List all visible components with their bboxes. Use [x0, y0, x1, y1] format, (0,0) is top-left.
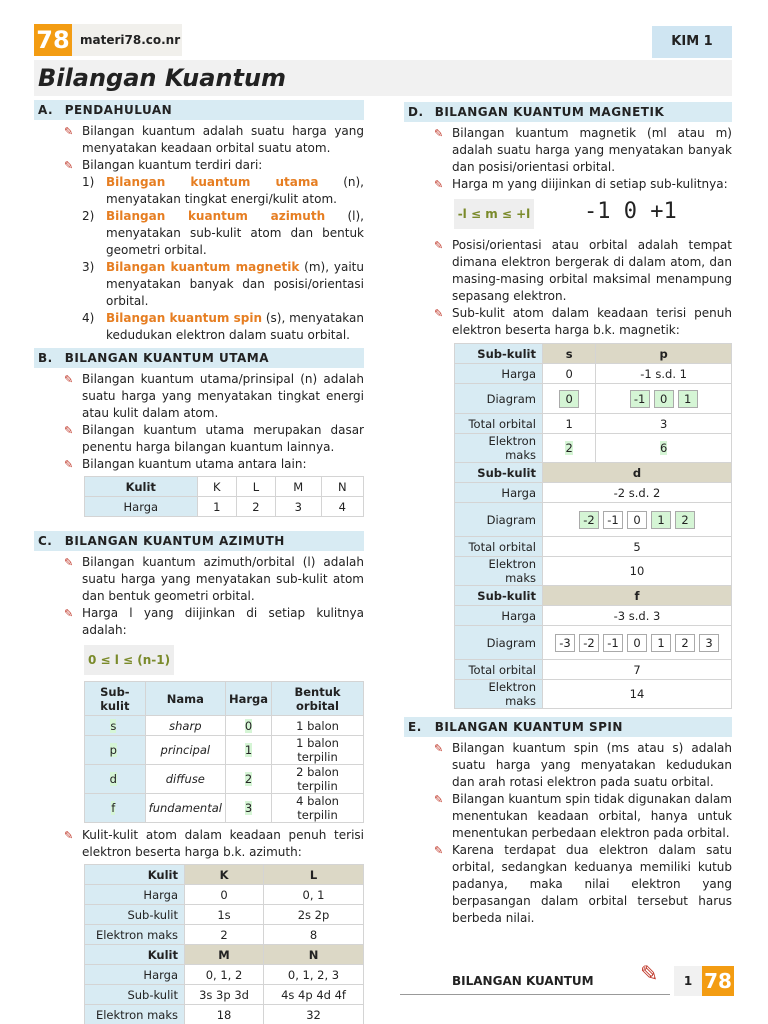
e-p3: ✎ Karena terdapat dua elektron dalam satu orbital, sedangkan keduanya memiliki kutub padanya, maka nilai elektron yang berpasangan dalam orbital tersebut harus berbeda nilai. [434, 842, 732, 927]
c-p3: ✎ Kulit-kulit atom dalam keadaan penuh terisi elektron beserta harga b.k. azimuth: [64, 827, 364, 861]
d-p1: ✎ Bilangan kuantum magnetik (ml atau m) adalah suatu harga yang menyatakan banyak dan posisi/orientasi orbital. [434, 125, 732, 176]
a-item-4: 4) Bilangan kuantum spin (s), menyatakan kedudukan elektron dalam suatu orbital. [82, 311, 365, 342]
subject-code: KIM 1 [652, 26, 732, 58]
left-column [34, 100, 364, 1024]
a-item-3: 3) Bilangan kuantum magnetik (m), yaitu menyatakan banyak dan posisi/orientasi orbital. [82, 260, 364, 308]
magnetic-table: Sub-kulit s p Harga 0 -1 s.d. 1 Diagram 0 -1 0 1 Total orbital 1 3 Elektron maks 2 6 Sub-kulit d Harga -2 s.d. 2 Diagram -2 -1 0 1 2 Total orbital 5 Elektron maks 10 Sub-kulit f Harga -3 s.d. 3 Diagram -3 -2 -1 0 1 2 3 Total orbital 7 Elektron maks 14 [454, 343, 732, 709]
azimuth-formula: 0 ≤ l ≤ (n-1) [84, 645, 174, 675]
page-title: Bilangan Kuantum [38, 64, 287, 92]
subkulit-table: Sub-kulit Nama Harga Bentuk orbital s sharp 0 1 balon p principal 1 1 balon terpilin d diffuse 2 2 balon terpilin f fundamental 3 4 balon terpilin [84, 681, 364, 823]
c-p1: ✎ Bilangan kuantum azimuth/orbital (l) adalah suatu harga yang menyatakan sub-kulit atom dan bentuk geometri orbital. [64, 554, 364, 605]
section-b-header: B. BILANGAN KUANTUM UTAMA [34, 348, 364, 368]
pencil-icon: ✎ [640, 962, 659, 987]
section-c-header: C. BILANGAN KUANTUM AZIMUTH [34, 531, 364, 551]
handwritten-values: -1 0 +1 [584, 199, 677, 224]
d-p4: ✎ Sub-kulit atom dalam keadaan terisi penuh elektron beserta harga b.k. magnetik: [434, 305, 732, 339]
d-p2: ✎ Harga m yang diijinkan di setiap sub-kulitnya: [434, 176, 732, 193]
c-p2: ✎ Harga l yang diijinkan di setiap kulitnya adalah: [64, 605, 364, 639]
footer-line [400, 994, 670, 995]
magnetic-formula: -l ≤ m ≤ +l [454, 199, 534, 229]
section-a-header: A. PENDAHULUAN [34, 100, 364, 120]
e-p1: ✎ Bilangan kuantum spin (ms atau s) adalah suatu harga yang menyatakan kedudukan dan arah rotasi elektron pada suatu orbital. [434, 740, 732, 791]
kulit-full-table: Kulit K L Harga 0 0, 1 Sub-kulit 1s 2s 2p Elektron maks 2 8 Kulit M N Harga 0, 1, 2 0, 1, 2, 3 Sub-kulit 3s 3p 3d 4s 4p 4d 4f Elektron maks 18 32 [84, 864, 364, 1024]
kulit-table: Kulit K L M N Harga 1 2 3 4 [84, 476, 364, 517]
right-column [404, 102, 732, 927]
footer-logo: 78 [702, 966, 734, 996]
site-name: materi78.co.nr [72, 24, 182, 56]
logo: 78 [34, 24, 72, 56]
a-item-2: 2) Bilangan kuantum azimuth (l), menyatakan sub-kulit atom dan bentuk geometri orbital. [82, 209, 364, 257]
a-p1: ✎ Bilangan kuantum adalah suatu harga yang menyatakan keadaan orbital suatu atom. [64, 123, 364, 157]
b-p1: ✎ Bilangan kuantum utama/prinsipal (n) adalah suatu harga yang menyatakan tingkat energi atau kulit dalam atom. [64, 371, 364, 422]
e-p2: ✎ Bilangan kuantum spin tidak digunakan dalam menentukan keadaan orbital, hanya untuk menentukan perbedaan elektron pada orbital. [434, 791, 732, 842]
a-item-1: 1) Bilangan kuantum utama (n), menyatakan tingkat energi/kulit atom. [82, 175, 364, 206]
b-p2: ✎ Bilangan kuantum utama merupakan dasar penentu harga bilangan kuantum lainnya. [64, 422, 364, 456]
footer-title: BILANGAN KUANTUM [452, 974, 594, 988]
section-d-header: D. BILANGAN KUANTUM MAGNETIK [404, 102, 732, 122]
section-e-header: E. BILANGAN KUANTUM SPIN [404, 717, 732, 737]
d-p3: ✎ Posisi/orientasi atau orbital adalah tempat dimana elektron bergerak di dalam atom, dan masing-masing orbital maksimal menampung sepasang elektron. [434, 237, 732, 305]
page-number: 1 [674, 966, 702, 996]
b-p3: ✎ Bilangan kuantum utama antara lain: [64, 456, 364, 473]
a-p2: ✎ Bilangan kuantum terdiri dari: [64, 157, 364, 174]
